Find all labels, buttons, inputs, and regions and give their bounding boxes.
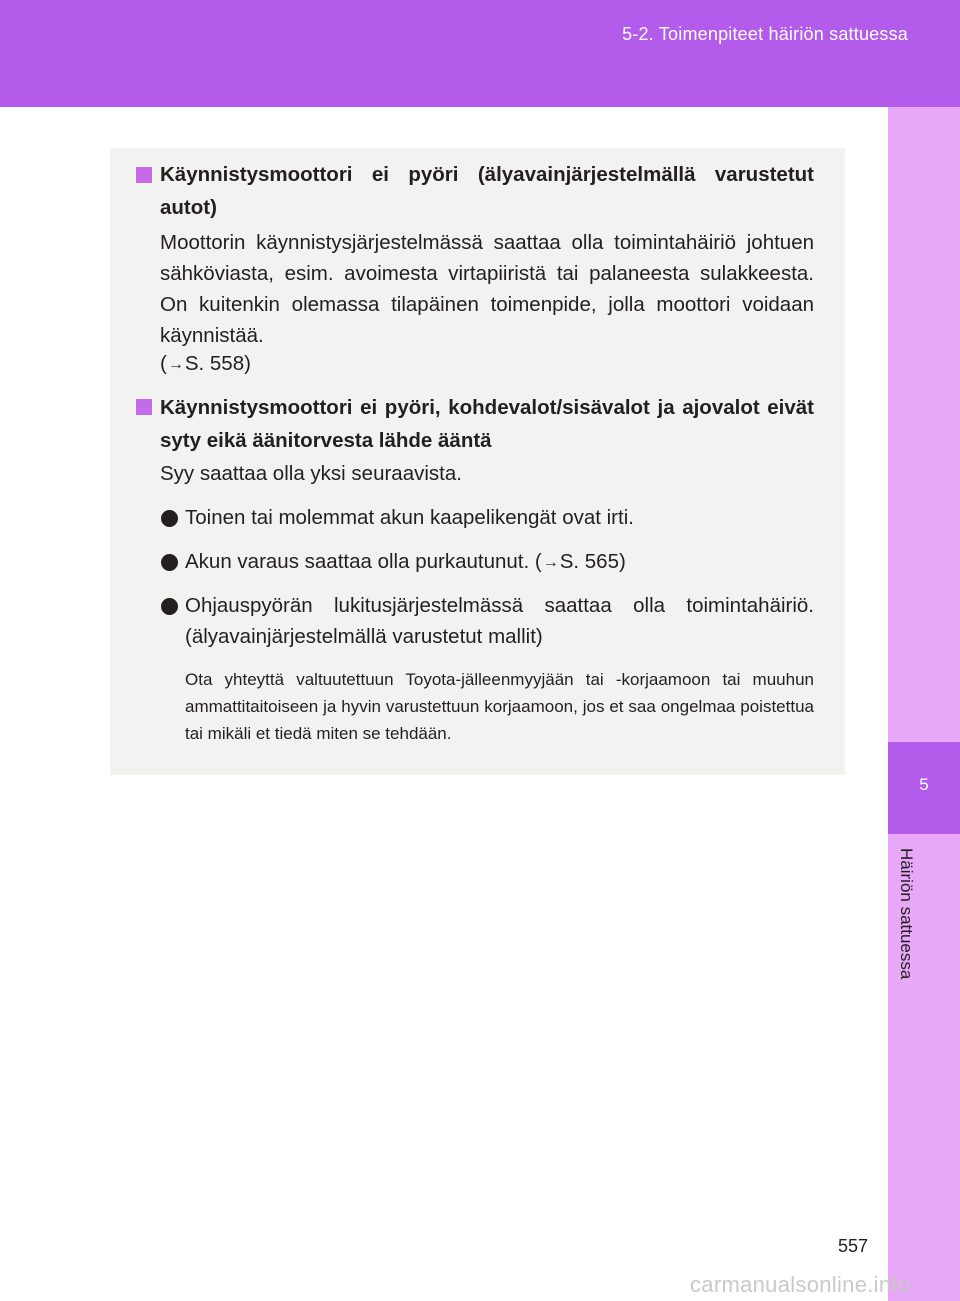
bullet-icon: [161, 598, 178, 615]
section-heading: Käynnistysmoottori ei pyöri, kohdevalot/sisävalot ja ajovalot eivät syty eikä äänitorvesta lähde ääntä: [160, 396, 814, 452]
note-text: Ota yhteyttä valtuutettuun Toyota-jälleenmyyjään tai -korjaamoon tai muuhun ammattitaitoiseen ja hyvin varustettuun korjaamoon, jos et saa ongelmaa poistettua tai mikäli et tiedä miten se tehdään.: [185, 670, 814, 743]
bullet-icon: [161, 510, 178, 527]
chapter-number-block: [888, 742, 960, 834]
section-breadcrumb: 5-2. Toimenpiteet häiriön sattuessa: [622, 24, 908, 44]
list-item: Ohjauspyörän lukitusjärjestelmässä saattaa olla toimintahäiriö. (älyavainjärjestelmällä varustetut mallit): [185, 594, 814, 648]
section-body: Moottorin käynnistysjärjestelmässä saattaa olla toimintahäiriö johtuen sähköviasta, esim. avoimesta virtapiiristä tai palaneesta sulakkeesta. On kuitenkin olemassa tilapäinen toimenpide, jolla moottori voidaan käynnistää.: [160, 231, 814, 347]
watermark: carmanualsonline.info: [690, 1272, 911, 1297]
arrow-icon: →: [167, 356, 184, 373]
chapter-side-tab: [888, 107, 960, 1301]
chapter-title: Häiriön sattuessa: [897, 848, 916, 980]
heading-square-icon: [136, 399, 152, 415]
section-heading: Käynnistysmoottori ei pyöri (älyavainjärjestelmällä varustetut autot): [160, 163, 814, 219]
heading-square-icon: [136, 167, 152, 183]
page-number: 557: [838, 1236, 869, 1256]
arrow-icon: →: [542, 554, 559, 571]
bullet-icon: [161, 554, 178, 571]
section-intro: Syy saattaa olla yksi seuraavista.: [160, 462, 462, 485]
header-bar: [0, 0, 960, 107]
list-item: Toinen tai molemmat akun kaapelikengät ovat irti.: [185, 506, 634, 529]
page-reference: (→S. 558): [160, 348, 251, 380]
list-item: Akun varaus saattaa olla purkautunut. (→S. 565): [185, 546, 814, 578]
chapter-number: 5: [919, 775, 929, 794]
